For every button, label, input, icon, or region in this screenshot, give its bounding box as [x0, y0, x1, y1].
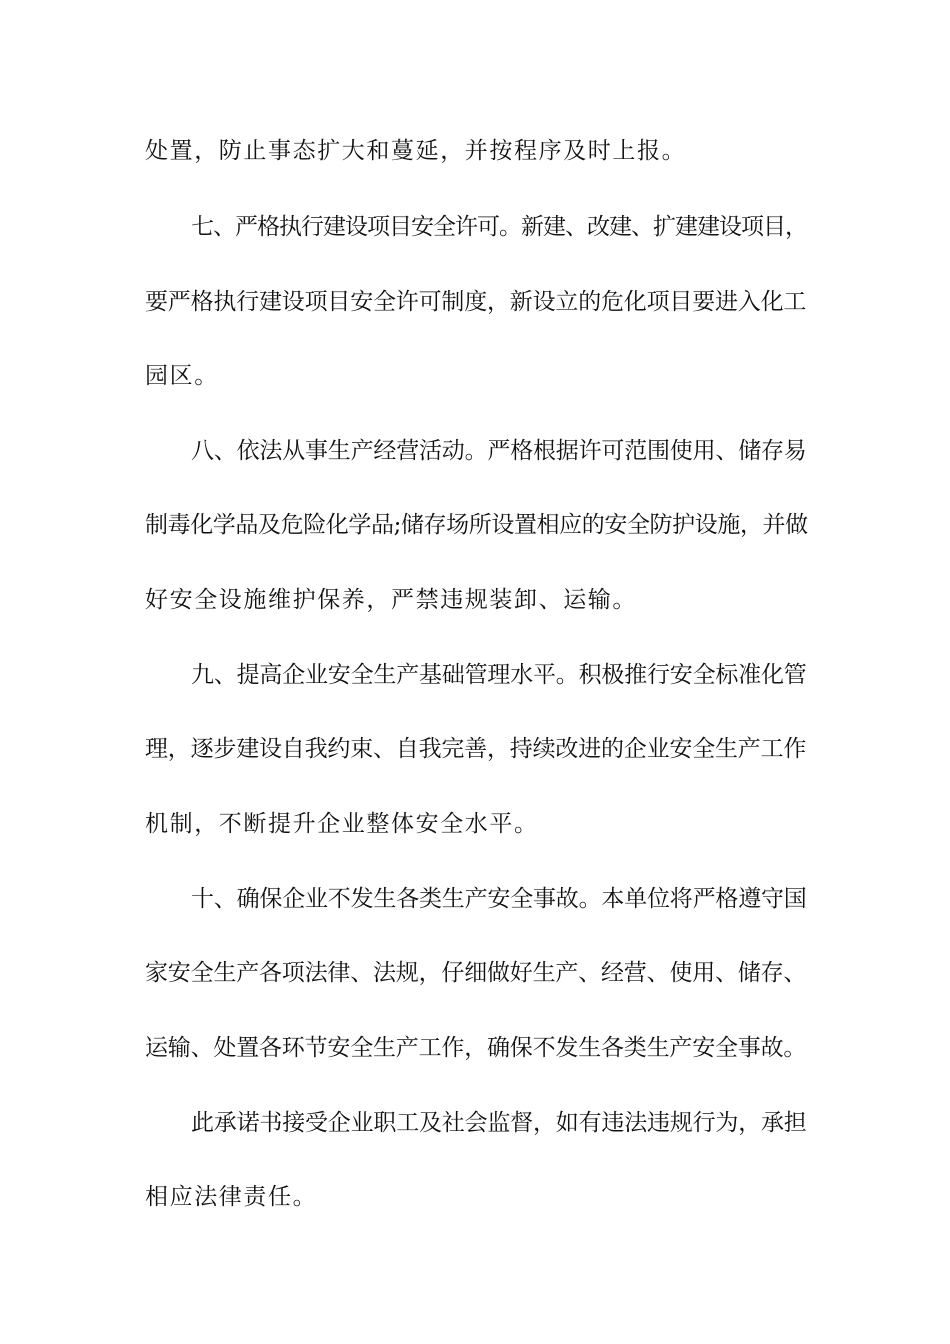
text-line: 运输、处置各环节安全生产工作，确保不发生各类生产安全事故。: [145, 1035, 807, 1061]
text-line: 园区。: [145, 363, 219, 389]
text-line: 相应法律责任。: [145, 1184, 318, 1210]
text-line: 机制，不断提升企业整体安全水平。: [145, 811, 539, 837]
text-line: 七、严格执行建设项目安全许可。新建、改建、扩建建设项目，: [191, 214, 807, 240]
text-line: 家安全生产各项法律、法规，仔细做好生产、经营、使用、储存、: [145, 960, 807, 986]
text-line: 制毒化学品及危险化学品;储存场所设置相应的安全防护设施，并做: [145, 512, 808, 538]
text-line: 处置，防止事态扩大和蔓延，并按程序及时上报。: [145, 138, 687, 164]
text-line: 好安全设施维护保养，严禁违规装卸、运输。: [145, 587, 637, 613]
text-line: 此承诺书接受企业职工及社会监督，如有违法违规行为，承担: [191, 1110, 807, 1136]
text-line: 十、确保企业不发生各类生产安全事故。本单位将严格遵守国: [191, 886, 807, 912]
text-line: 要严格执行建设项目安全许可制度，新设立的危化项目要进入化工: [145, 289, 807, 315]
text-line: 九、提高企业安全生产基础管理水平。积极推行安全标准化管: [191, 662, 807, 688]
text-line: 理，逐步建设自我约束、自我完善，持续改进的企业安全生产工作: [145, 736, 807, 762]
text-line: 八、依法从事生产经营活动。严格根据许可范围使用、储存易: [191, 438, 807, 464]
